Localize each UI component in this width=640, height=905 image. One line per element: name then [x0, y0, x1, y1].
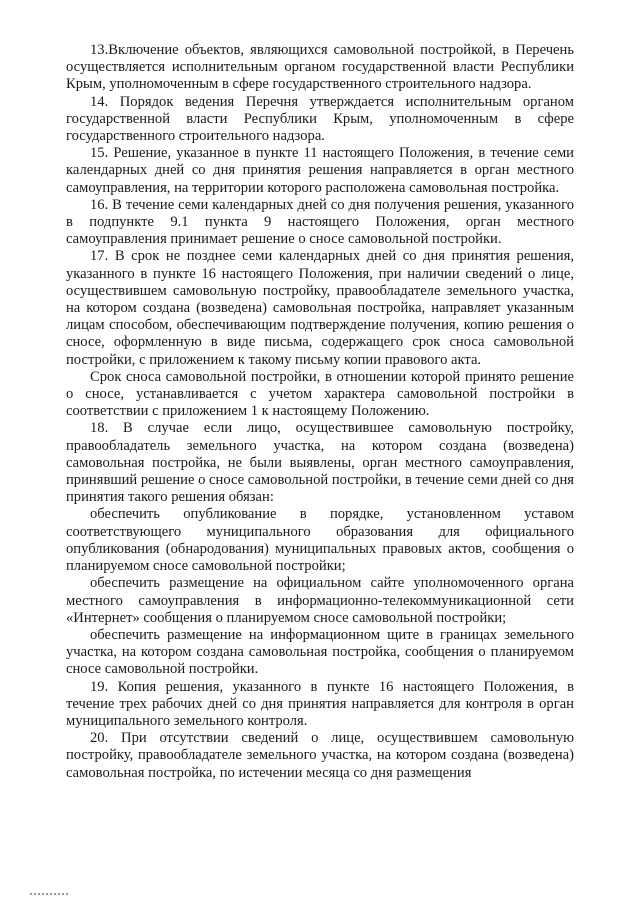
paragraph-17: 17. В срок не позднее семи календарных дней со дня принятия решения, указанного в пункте 16 настоящего Положения, при наличии сведений о лице, осуществившем самовольную постройку, правообладателе земельного участка, на котором создана (возведена) самовольная постройка, направляет указанным лицам способом, обеспечивающим подтверждение получения, копию решения о сносе, оформленную в виде письма, содержащего срок сноса самовольной постройки, с приложением к такому письму копии правового акта.: [66, 248, 574, 368]
paragraph-19: 19. Копия решения, указанного в пункте 16 настоящего Положения, в течение трех рабочих дней со дня принятия направляется для контроля в орган муниципального земельного контроля.: [66, 678, 574, 729]
paragraph-18-publication: обеспечить опубликование в порядке, установленном уставом соответствующего муниципального образования для официального опубликования (обнародования) муниципальных правовых актов, сообщения о планируемом сносе самовольной постройки;: [66, 506, 574, 575]
scan-artifact: [30, 893, 70, 895]
paragraph-18-website: обеспечить размещение на официальном сайте уполномоченного органа местного самоуправления в информационно-телекоммуникационной сети «Интернет» сообщения о планируемом сносе самовольной постройки;: [66, 575, 574, 626]
paragraph-16: 16. В течение семи календарных дней со дня получения решения, указанного в подпункте 9.1 пункта 9 настоящего Положения, орган местного самоуправления принимает решение о сносе самовольной постройки.: [66, 196, 574, 248]
paragraph-17-term: Срок сноса самовольной постройки, в отношении которой принято решение о сносе, устанавливается с учетом характера самовольной постройки в соответствии с приложением 1 к настоящему Положению.: [66, 368, 574, 420]
document-body: [66, 42, 574, 782]
paragraph-13: 13.Включение объектов, являющихся самовольной постройкой, в Перечень осуществляется исполнительным органом государственной власти Республики Крым, уполномоченным в сфере государственного строительного надзора.: [66, 42, 574, 93]
paragraph-14: 14. Порядок ведения Перечня утверждается исполнительным органом государственной власти Республики Крым, уполномоченным в сфере государственного строительного надзора.: [66, 93, 574, 145]
paragraph-15: 15. Решение, указанное в пункте 11 настоящего Положения, в течение семи календарных дней со дня принятия решения направляется в орган местного самоуправления, на территории которого расположена самовольная постройка.: [66, 145, 574, 196]
paragraph-18-info-board: обеспечить размещение на информационном щите в границах земельного участка, на котором создана самовольная постройка, сообщения о планируемом сносе самовольной постройки.: [66, 626, 574, 678]
paragraph-20: 20. При отсутствии сведений о лице, осуществившем самовольную постройку, правообладателе земельного участка, на котором создана (возведена) самовольная постройка, по истечении месяца со дня размещения: [66, 730, 574, 781]
paragraph-18: 18. В случае если лицо, осуществившее самовольную постройку, правообладатель земельного участка, на котором создана (возведена) самовольная постройка, не были выявлены, орган местного самоуправления, принявший решение о сносе самовольной постройки, в течение семи дней со дня принятия такого решения обязан:: [66, 420, 574, 506]
